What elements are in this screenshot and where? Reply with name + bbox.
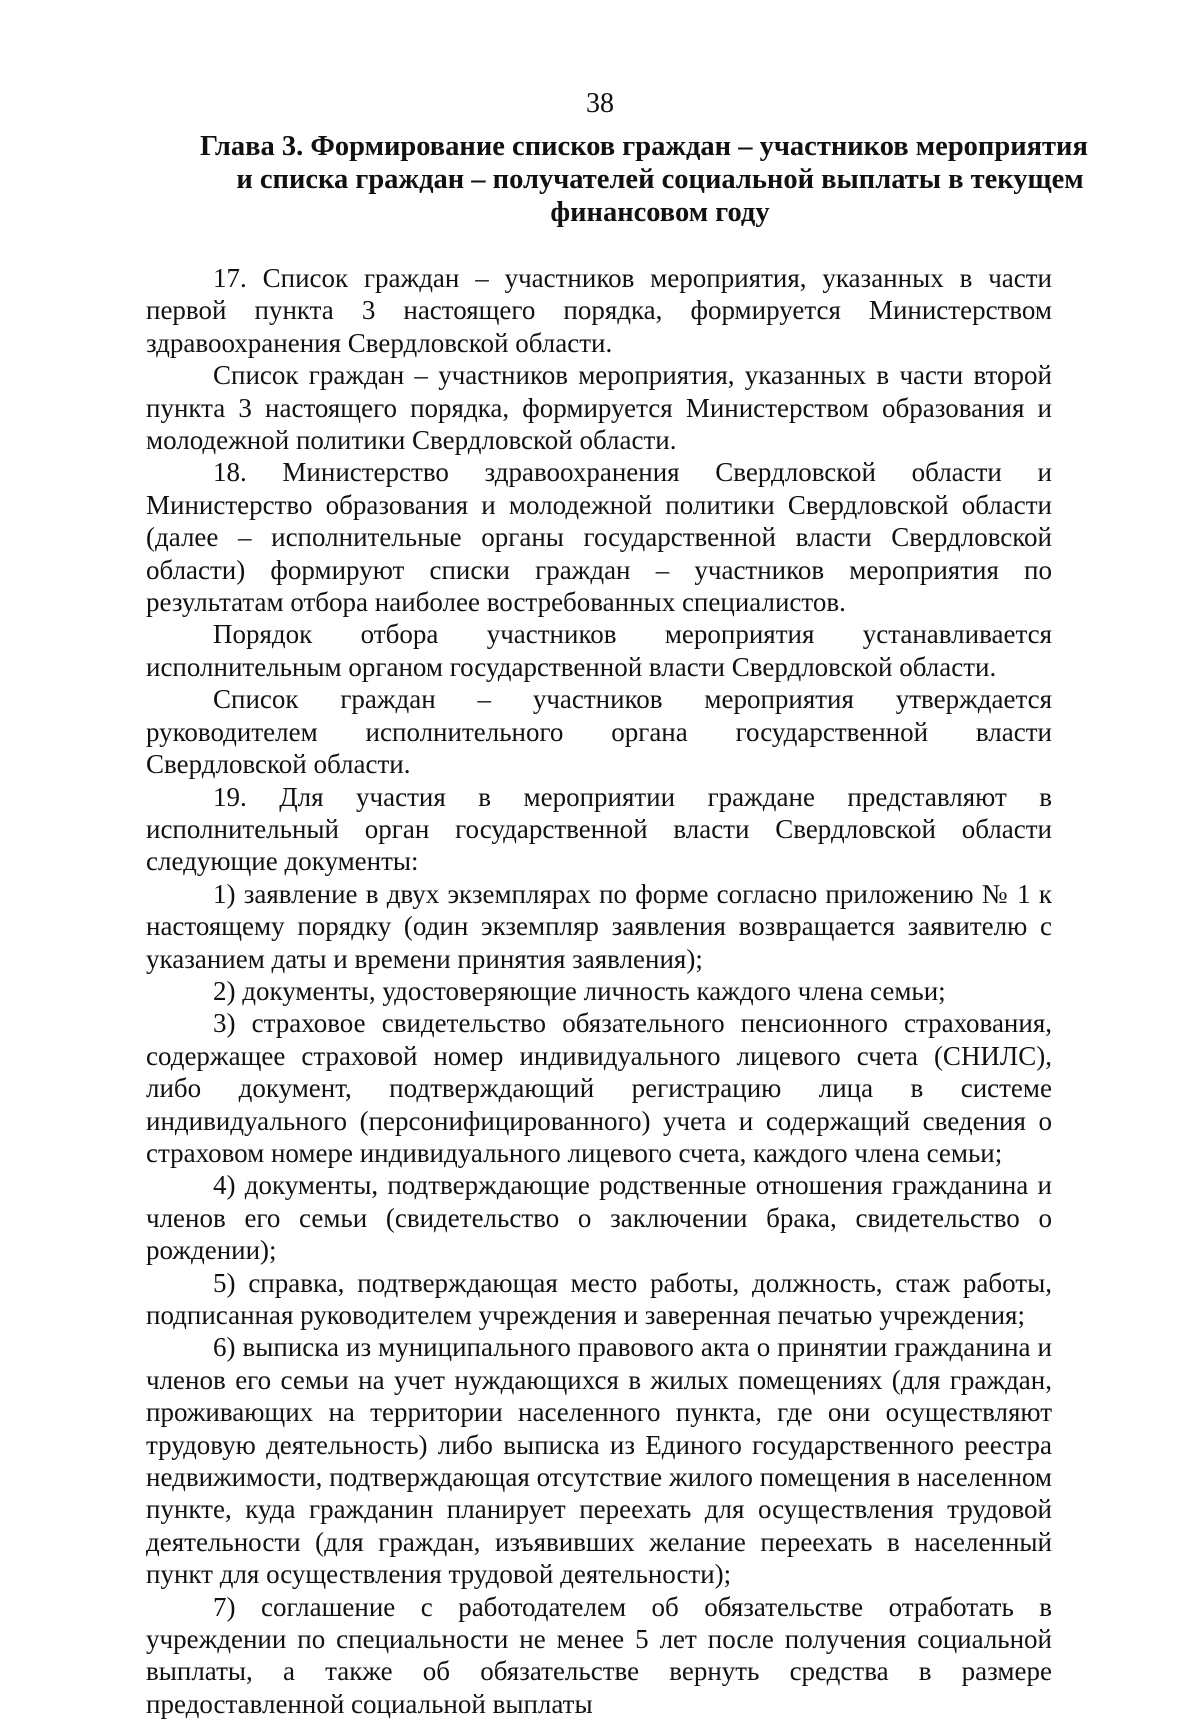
document-body [146,262,1052,1720]
list-item: 4) документы, подтверждающие родственные отношения гражданина и членов его семьи (свидетельство о заключении брака, свидетельство о рождении); [146,1170,1052,1266]
list-item: 6) выписка из муниципального правового акта о принятии гражданина и членов его семьи на учет нуждающихся в жилых помещениях (для граждан, проживающих на территории населенного пункта, где они осуществляют трудовую деятельность) либо выписка из Единого государственного реестра недвижимости, подтверждающая отсутствие жилого помещения в населенном пункте, куда гражданин планирует переехать для осуществления трудовой деятельности (для граждан, изъявивших желание переехать в населенный пункт для осуществления трудовой деятельности); [146,1332,1052,1590]
chapter-heading-line: и списка граждан – получателей социальной выплаты в текущем [236,164,1084,195]
paragraph: Список граждан – участников мероприятия, указанных в части второй пункта 3 настоящего порядка, формируется Министерством образования и молодежной политики Свердловской области. [146,360,1052,456]
chapter-heading-line: финансовом году [550,197,770,228]
chapter-heading [200,130,1100,229]
list-item: 5) справка, подтверждающая место работы, должность, стаж работы, подписанная руководителем учреждения и заверенная печатью учреждения; [146,1267,1052,1330]
page-number: 38 [586,88,614,119]
list-item: 1) заявление в двух экземплярах по форме согласно приложению № 1 к настоящему порядку (один экземпляр заявления возвращается заявителю с указанием даты и времени принятия заявления); [146,878,1052,974]
paragraph-17: 17. Список граждан – участников мероприятия, указанных в части первой пункта 3 настоящего порядка, формируется Министерством здравоохранения Свердловской области. [146,263,1052,358]
paragraph: Порядок отбора участников мероприятия устанавливается исполнительным органом государственной власти Свердловской области. [146,619,1052,682]
paragraph-18: 18. Министерство здравоохранения Свердловской области и Министерство образования и молодежной политики Свердловской области (далее – исполнительные органы государственной власти Свердловской области) формируют списки граждан – участников мероприятия по результатам отбора наиболее востребованных специалистов. [146,457,1052,618]
list-item: 3) страховое свидетельство обязательного пенсионного страхования, содержащее страховой номер индивидуального лицевого счета (СНИЛС), либо документ, подтверждающий регистрацию лица в системе индивидуального (персонифицированного) учета и содержащий сведения о страховом номере индивидуального лицевого счета, каждого члена семьи; [146,1008,1052,1168]
list-item: 2) документы, удостоверяющие личность каждого члена семьи; [213,975,946,1006]
chapter-heading-line: Глава 3. Формирование списков граждан – участников мероприятия [200,131,1088,162]
list-item: 7) соглашение с работодателем об обязательстве отработать в учреждении по специальности не менее 5 лет после получения социальной выплаты, а также об обязательстве вернуть средства в размере предоставленной социальной выплаты [146,1591,1052,1719]
paragraph-19: 19. Для участия в мероприятии граждане представляют в исполнительный орган государственной власти Свердловской области следующие документы: [146,781,1052,877]
paragraph: Список граждан – участников мероприятия утверждается руководителем исполнительного органа государственной власти Свердловской области. [146,684,1052,780]
